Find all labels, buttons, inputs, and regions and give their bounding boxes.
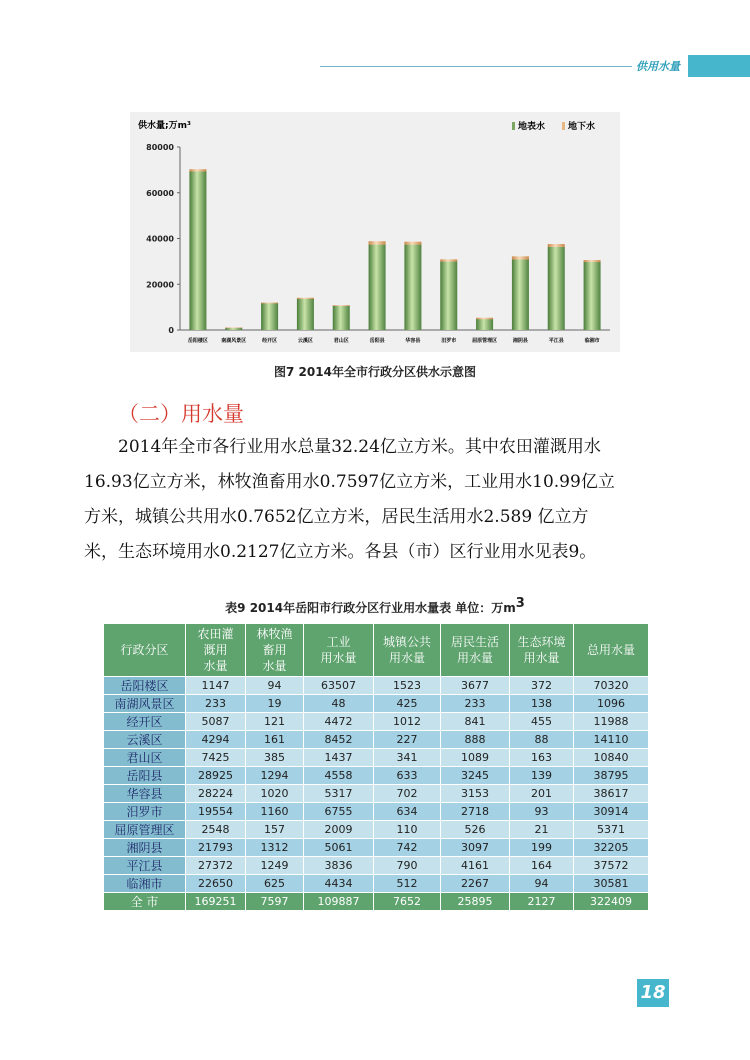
- value-cell: 201: [510, 785, 574, 803]
- y-tick-label: 60000: [146, 188, 174, 198]
- water-use-table: [103, 623, 649, 911]
- total-value: 109887: [304, 893, 374, 911]
- value-cell: 1160: [246, 803, 304, 821]
- table-caption: [0, 596, 750, 616]
- table-row: [104, 875, 649, 893]
- value-cell: 88: [510, 731, 574, 749]
- total-value: 169251: [186, 893, 246, 911]
- table-header-cell: [441, 624, 510, 677]
- value-cell: 1147: [186, 677, 246, 695]
- bar-surface-water: [189, 171, 206, 330]
- value-cell: 14110: [574, 731, 649, 749]
- value-cell: 1437: [304, 749, 374, 767]
- value-cell: 233: [186, 695, 246, 713]
- header-line: 行政分区: [120, 643, 169, 657]
- x-tick-label: 岳阳楼区: [187, 338, 208, 344]
- table-header-cell: [304, 624, 374, 677]
- bar-groundwater: [476, 318, 493, 320]
- x-tick-label: 云溪区: [297, 338, 313, 344]
- value-cell: 3097: [441, 839, 510, 857]
- value-cell: 425: [374, 695, 441, 713]
- table-row: [104, 749, 649, 767]
- legend-label: 地下水: [568, 122, 596, 132]
- table-caption-sup: 3: [515, 596, 525, 611]
- y-tick-label: 20000: [146, 280, 174, 290]
- bar-surface-water: [333, 306, 350, 330]
- x-tick-label: 岳阳县: [369, 338, 385, 344]
- value-cell: 199: [510, 839, 574, 857]
- value-cell: 139: [510, 767, 574, 785]
- value-cell: 4434: [304, 875, 374, 893]
- table-row: [104, 695, 649, 713]
- value-cell: 94: [510, 875, 574, 893]
- bar-groundwater: [512, 256, 529, 259]
- header-line: 林牧渔: [256, 627, 293, 641]
- legend-label: 地表水: [518, 122, 546, 132]
- paragraph-line: 16.93亿立方米，林牧渔畜用水0.7597亿立方米，工业用水10.99亿立: [84, 472, 615, 492]
- header-line: 居民生活: [450, 635, 499, 649]
- value-cell: 48: [304, 695, 374, 713]
- bar-surface-water: [584, 262, 601, 330]
- bar-groundwater: [225, 327, 242, 328]
- total-value: 25895: [441, 893, 510, 911]
- value-cell: 6755: [304, 803, 374, 821]
- bar-groundwater: [404, 242, 421, 245]
- value-cell: 1089: [441, 749, 510, 767]
- region-cell: 汨罗市: [104, 803, 186, 821]
- bar-groundwater: [584, 260, 601, 262]
- legend-swatch: [512, 122, 515, 130]
- header-tab: [688, 55, 750, 77]
- value-cell: 161: [246, 731, 304, 749]
- header-line: 用水量: [320, 651, 357, 665]
- y-tick-label: 40000: [146, 234, 174, 244]
- supply-chart: [130, 112, 620, 352]
- bar-surface-water: [404, 244, 421, 330]
- value-cell: 227: [374, 731, 441, 749]
- total-value: 2127: [510, 893, 574, 911]
- table-header-cell: [246, 624, 304, 677]
- value-cell: 1523: [374, 677, 441, 695]
- bar-surface-water: [369, 244, 386, 330]
- value-cell: 30914: [574, 803, 649, 821]
- region-cell: 华容县: [104, 785, 186, 803]
- value-cell: 455: [510, 713, 574, 731]
- value-cell: 110: [374, 821, 441, 839]
- region-cell: 湘阴县: [104, 839, 186, 857]
- header-line: 畜用: [262, 643, 287, 657]
- header-title: 供用水量: [636, 60, 680, 73]
- x-tick-label: 屈原管理区: [472, 338, 498, 344]
- value-cell: 22650: [186, 875, 246, 893]
- table-row: [104, 731, 649, 749]
- body-paragraph: [84, 430, 668, 570]
- value-cell: 19: [246, 695, 304, 713]
- region-cell: 临湘市: [104, 875, 186, 893]
- header-line: 溉用: [203, 643, 228, 657]
- region-cell: 屈原管理区: [104, 821, 186, 839]
- value-cell: 2267: [441, 875, 510, 893]
- header-line: 生态环境: [517, 635, 566, 649]
- value-cell: 7425: [186, 749, 246, 767]
- region-cell: 经开区: [104, 713, 186, 731]
- table-header-cell: [186, 624, 246, 677]
- value-cell: 5371: [574, 821, 649, 839]
- value-cell: 93: [510, 803, 574, 821]
- table-header-cell: [574, 624, 649, 677]
- bar-surface-water: [548, 247, 565, 330]
- region-cell: 南湖风景区: [104, 695, 186, 713]
- table-row: [104, 803, 649, 821]
- value-cell: 3153: [441, 785, 510, 803]
- value-cell: 341: [374, 749, 441, 767]
- header-line: 用水量: [523, 651, 560, 665]
- value-cell: 21793: [186, 839, 246, 857]
- region-cell: 君山区: [104, 749, 186, 767]
- total-value: 7652: [374, 893, 441, 911]
- value-cell: 1294: [246, 767, 304, 785]
- x-tick-label: 华容县: [405, 338, 421, 344]
- bar-groundwater: [189, 169, 206, 171]
- value-cell: 790: [374, 857, 441, 875]
- value-cell: 4294: [186, 731, 246, 749]
- header-line: 农田灌: [197, 627, 234, 641]
- value-cell: 2718: [441, 803, 510, 821]
- value-cell: 11988: [574, 713, 649, 731]
- bar-surface-water: [297, 298, 314, 330]
- x-tick-label: 经开区: [262, 338, 278, 344]
- paragraph-line: 2014年全市各行业用水总量32.24亿立方米。其中农田灌溉用水: [118, 437, 601, 457]
- value-cell: 94: [246, 677, 304, 695]
- value-cell: 1249: [246, 857, 304, 875]
- bar-groundwater: [261, 303, 278, 304]
- region-cell: 云溪区: [104, 731, 186, 749]
- value-cell: 70320: [574, 677, 649, 695]
- y-axis-label: 供水量;万m³: [138, 121, 191, 131]
- value-cell: 5317: [304, 785, 374, 803]
- table-row: [104, 857, 649, 875]
- value-cell: 28925: [186, 767, 246, 785]
- header-line: 水量: [262, 659, 287, 673]
- table-row: [104, 677, 649, 695]
- value-cell: 3836: [304, 857, 374, 875]
- table-row: [104, 821, 649, 839]
- value-cell: 157: [246, 821, 304, 839]
- paragraph-line: 方米，城镇公共用水0.7652亿立方米，居民生活用水2.589 亿立方: [84, 507, 589, 527]
- region-cell: 岳阳县: [104, 767, 186, 785]
- header-line: 水量: [203, 659, 228, 673]
- value-cell: 3245: [441, 767, 510, 785]
- y-tick-label: 0: [168, 326, 174, 335]
- value-cell: 163: [510, 749, 574, 767]
- bar-groundwater: [548, 244, 565, 247]
- table-row: [104, 767, 649, 785]
- value-cell: 742: [374, 839, 441, 857]
- value-cell: 1020: [246, 785, 304, 803]
- value-cell: 38617: [574, 785, 649, 803]
- value-cell: 2548: [186, 821, 246, 839]
- value-cell: 4472: [304, 713, 374, 731]
- bar-surface-water: [261, 303, 278, 330]
- value-cell: 19554: [186, 803, 246, 821]
- value-cell: 385: [246, 749, 304, 767]
- value-cell: 233: [441, 695, 510, 713]
- value-cell: 38795: [574, 767, 649, 785]
- value-cell: 633: [374, 767, 441, 785]
- value-cell: 512: [374, 875, 441, 893]
- value-cell: 28224: [186, 785, 246, 803]
- x-tick-label: 平江县: [548, 338, 564, 344]
- value-cell: 888: [441, 731, 510, 749]
- table-row: [104, 839, 649, 857]
- value-cell: 625: [246, 875, 304, 893]
- x-tick-label: 临湘市: [584, 338, 600, 344]
- value-cell: 164: [510, 857, 574, 875]
- value-cell: 841: [441, 713, 510, 731]
- header-line: 用水量: [388, 651, 425, 665]
- x-tick-label: 南湖风景区: [221, 338, 247, 344]
- value-cell: 37572: [574, 857, 649, 875]
- y-tick-label: 80000: [146, 143, 174, 152]
- bar-groundwater: [440, 259, 457, 261]
- header-rule: [320, 66, 632, 67]
- x-tick-label: 汨罗市: [441, 338, 457, 344]
- value-cell: 2009: [304, 821, 374, 839]
- bar-surface-water: [440, 261, 457, 330]
- value-cell: 121: [246, 713, 304, 731]
- table-header-cell: [104, 624, 186, 677]
- x-tick-label: 君山区: [333, 338, 349, 344]
- bar-groundwater: [333, 305, 350, 306]
- value-cell: 8452: [304, 731, 374, 749]
- region-cell: 岳阳楼区: [104, 677, 186, 695]
- value-cell: 702: [374, 785, 441, 803]
- table-total-row: [104, 893, 649, 911]
- bar-surface-water: [512, 259, 529, 330]
- legend-swatch: [562, 122, 565, 130]
- value-cell: 63507: [304, 677, 374, 695]
- bar-surface-water: [476, 319, 493, 330]
- value-cell: 1012: [374, 713, 441, 731]
- value-cell: 4558: [304, 767, 374, 785]
- chart-svg: [130, 112, 620, 352]
- x-tick-label: 湘阴县: [512, 338, 528, 344]
- table-header-cell: [510, 624, 574, 677]
- bar-groundwater: [369, 241, 386, 244]
- value-cell: 526: [441, 821, 510, 839]
- value-cell: 138: [510, 695, 574, 713]
- value-cell: 30581: [574, 875, 649, 893]
- figure-caption: 图7 2014年全市行政分区供水示意图: [274, 365, 476, 379]
- total-value: 322409: [574, 893, 649, 911]
- page-number: 18: [637, 979, 669, 1007]
- value-cell: 32205: [574, 839, 649, 857]
- value-cell: 5061: [304, 839, 374, 857]
- value-cell: 3677: [441, 677, 510, 695]
- table-caption-text: 表9 2014年岳阳市行政分区行业用水量表 单位：万m: [225, 601, 516, 615]
- section-title: （二）用水量: [118, 402, 244, 426]
- table-row: [104, 785, 649, 803]
- table-row: [104, 713, 649, 731]
- value-cell: 1096: [574, 695, 649, 713]
- value-cell: 372: [510, 677, 574, 695]
- total-label: 全 市: [104, 893, 186, 911]
- value-cell: 21: [510, 821, 574, 839]
- paragraph-line: 米，生态环境用水0.2127亿立方米。各县（市）区行业用水见表9。: [84, 542, 597, 562]
- header-line: 城镇公共: [382, 635, 431, 649]
- header-line: 总用水量: [586, 643, 635, 657]
- value-cell: 1312: [246, 839, 304, 857]
- region-cell: 平江县: [104, 857, 186, 875]
- table-header-cell: [374, 624, 441, 677]
- header-line: 用水量: [456, 651, 493, 665]
- value-cell: 5087: [186, 713, 246, 731]
- header-line: 工业: [326, 635, 351, 649]
- value-cell: 634: [374, 803, 441, 821]
- bar-groundwater: [297, 298, 314, 299]
- value-cell: 10840: [574, 749, 649, 767]
- value-cell: 27372: [186, 857, 246, 875]
- value-cell: 4161: [441, 857, 510, 875]
- total-value: 7597: [246, 893, 304, 911]
